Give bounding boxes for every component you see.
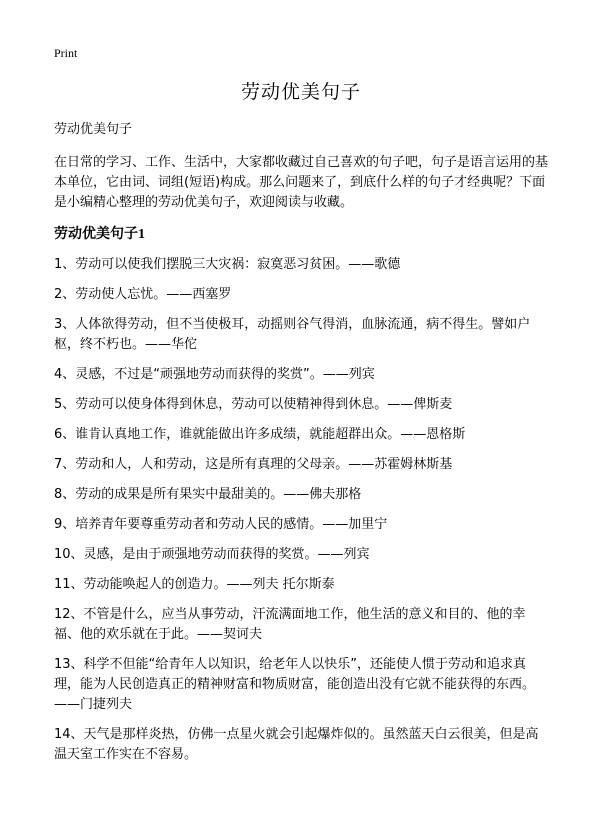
quote-item: 3、人体欲得劳动，但不当使极耳，动摇则谷气得消，血脉流通，病不得生。譬如户枢，终不朽也。——华佗 [54, 317, 531, 352]
print-label[interactable]: Print [54, 46, 78, 60]
quote-item: 11、劳动能唤起人的创造力。——列夫 托尔斯泰 [54, 577, 335, 592]
intro-paragraph: 在日常的学习、工作、生活中，大家都收藏过自己喜欢的句子吧，句子是语言运用的基本单位，它由词、词组(短语)构成。那么问题来了，到底什么样的句子才经典呢？下面是小编精心整理的劳动优美句子，欢迎阅读与收藏。 [54, 155, 549, 210]
quote-item: 6、谁肯认真地工作，谁就能做出许多成绩，就能超群出众。——恩格斯 [54, 427, 466, 442]
quote-item: 1、劳动可以使我们摆脱三大灾祸：寂寞恶习贫困。——歌德 [54, 257, 401, 272]
quote-item: 8、劳动的成果是所有果实中最甜美的。——佛夫那格 [54, 487, 362, 502]
quote-item: 12、不管是什么，应当从事劳动，汗流满面地工作，他生活的意义和目的、他的幸福、他的欢乐就在于此。——契诃夫 [54, 607, 526, 642]
quote-item: 2、劳动使人忘忧。——西塞罗 [54, 287, 232, 302]
document-subtitle: 劳动优美句子 [54, 122, 133, 137]
quote-item: 13、科学不但能“给青年人以知识，给老年人以快乐”，还能使人惯于劳动和追求真理，能为人民创造真正的精神财富和物质财富，能创造出没有它就不能获得的东西。——门捷列夫 [54, 657, 536, 712]
section-heading: 劳动优美句子1 [54, 227, 145, 242]
quote-item: 5、劳动可以使身体得到休息，劳动可以使精神得到休息。——俾斯麦 [54, 397, 453, 412]
quote-item: 10、灵感，是由于顽强地劳动而获得的奖赏。——列宾 [54, 547, 370, 562]
quote-list [54, 255, 548, 765]
quote-item: 7、劳动和人，人和劳动，这是所有真理的父母亲。——苏霍姆林斯基 [54, 457, 453, 472]
page-title: 劳动优美句子 [240, 81, 361, 103]
quote-item: 9、培养青年要尊重劳动者和劳动人民的感情。——加里宁 [54, 517, 388, 532]
quote-item: 4、灵感，不过是“顽强地劳动而获得的奖赏”。——列宾 [54, 367, 375, 382]
quote-item: 14、天气是那样炎热，仿佛一点星火就会引起爆炸似的。虽然蓝天白云很美，但是高温天室工作实在不容易。 [54, 727, 539, 762]
